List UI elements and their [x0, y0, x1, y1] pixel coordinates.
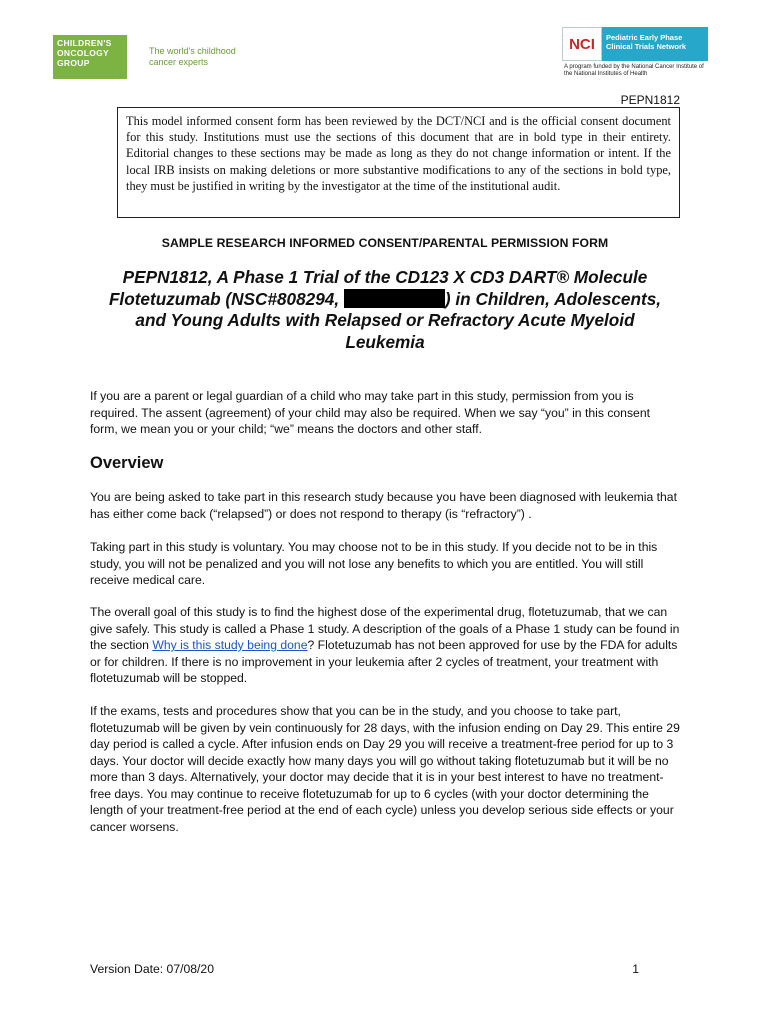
title-line-2-end: ) in Children, Adolescents, — [444, 288, 662, 309]
cog-tagline: The world's childhood cancer experts — [149, 46, 236, 67]
nci-logo — [562, 27, 708, 78]
version-date: Version Date: 07/08/20 — [90, 962, 214, 976]
overview-paragraph-1: You are being asked to take part in this research study because you have been diagnosed with leukemia that has either come back (“relapsed”) or does not respond to therapy (is “refractory”) . — [90, 490, 677, 521]
title-line-2 — [90, 289, 680, 311]
section-link[interactable]: Why is this study being done — [152, 638, 308, 652]
title-line-1: PEPN1812, A Phase 1 Trial of the CD123 X CD3 DART® Molecule — [122, 267, 648, 287]
nci-subtext: A program funded by the National Cancer Institute of the National Institutes of Health — [564, 64, 704, 77]
intro-paragraph: If you are a parent or legal guardian of a child who may take part in this study, permission from you is required. The assent (agreement) of your child may also be required. When we say “you” in this consent form, we mean you or your child; “we” means the doctors and other staff. — [90, 389, 650, 436]
overview-heading: Overview — [90, 454, 164, 472]
notice-box: This model informed consent form has been reviewed by the DCT/NCI and is the official consent document for this study. Institutions must use the sections of this document that are in bold type in their entirety. Editorial changes to these sections may be made as long as they do not change information or intent. If the local IRB insists on making deletions or more substantive modifications to any of the sections in bold type, they must be justified in writing by the investigator at the time of the institutional audit. — [117, 107, 680, 218]
redacted-block — [344, 289, 445, 308]
cog-logo-mark: CHILDREN'S ONCOLOGY GROUP — [53, 35, 127, 79]
cog-logo — [53, 35, 249, 79]
nci-mark: NCI — [562, 27, 602, 61]
overview-paragraph-2: Taking part in this study is voluntary. You may choose not to be in this study. If you decide not to be in this study, you will not be penalized and you will not lose any benefits to which you are entitled. You will still receive medical care. — [90, 540, 658, 587]
overview-paragraph-4: If the exams, tests and procedures show that you can be in the study, and you choose to take part, flotetuzumab will be given by vein continuously for 28 days, with the infusion ending on Day 29. This entire 29 day period is called a cycle. After infusion ends on Day 29 you will receive a treatment-free period for up to 3 days. Your doctor will decide exactly how many days you will go without taking flotetuzumab but it will be no more than 3 days. Alternatively, your doctor may decide that it is in your best interest to have no treatment-free days. You may continue to receive flotetuzumab for up to 6 cycles (with your doctor determining the length of your treatment-free period at the end of each cycle) unless you develop serious side effects or your cancer worsens. — [90, 704, 680, 834]
title-line-3: and Young Adults with Relapsed or Refractory Acute Myeloid — [135, 310, 635, 330]
p3-text-start: The overall goal of this study is to find the highest dose of the experimental drug, flotetuzumab, that we can give safely. This study is called a Phase 1 study. A description of the goals of a Phase 1 study can be found in the section — [90, 605, 680, 652]
document-code: PEPN1812 — [620, 93, 680, 107]
title-line-4: Leukemia — [345, 331, 425, 352]
p3-text-end: ? Flotetuzumab has not been approved for use by the FDA for adults or for children. If there is no improvement in your leukemia after 2 cycles of treatment, your treatment with flotetuzumab will be stopped. — [90, 638, 678, 685]
title-line-2-start: Flotetuzumab (NSC#808294, — [108, 288, 344, 309]
nci-network-name: Pediatric Early Phase Clinical Trials Network — [602, 27, 708, 61]
form-heading: SAMPLE RESEARCH INFORMED CONSENT/PARENTAL PERMISSION FORM — [161, 236, 609, 250]
document-title — [90, 267, 680, 353]
page-number: 1 — [632, 962, 639, 976]
overview-paragraph-3 — [90, 604, 680, 687]
